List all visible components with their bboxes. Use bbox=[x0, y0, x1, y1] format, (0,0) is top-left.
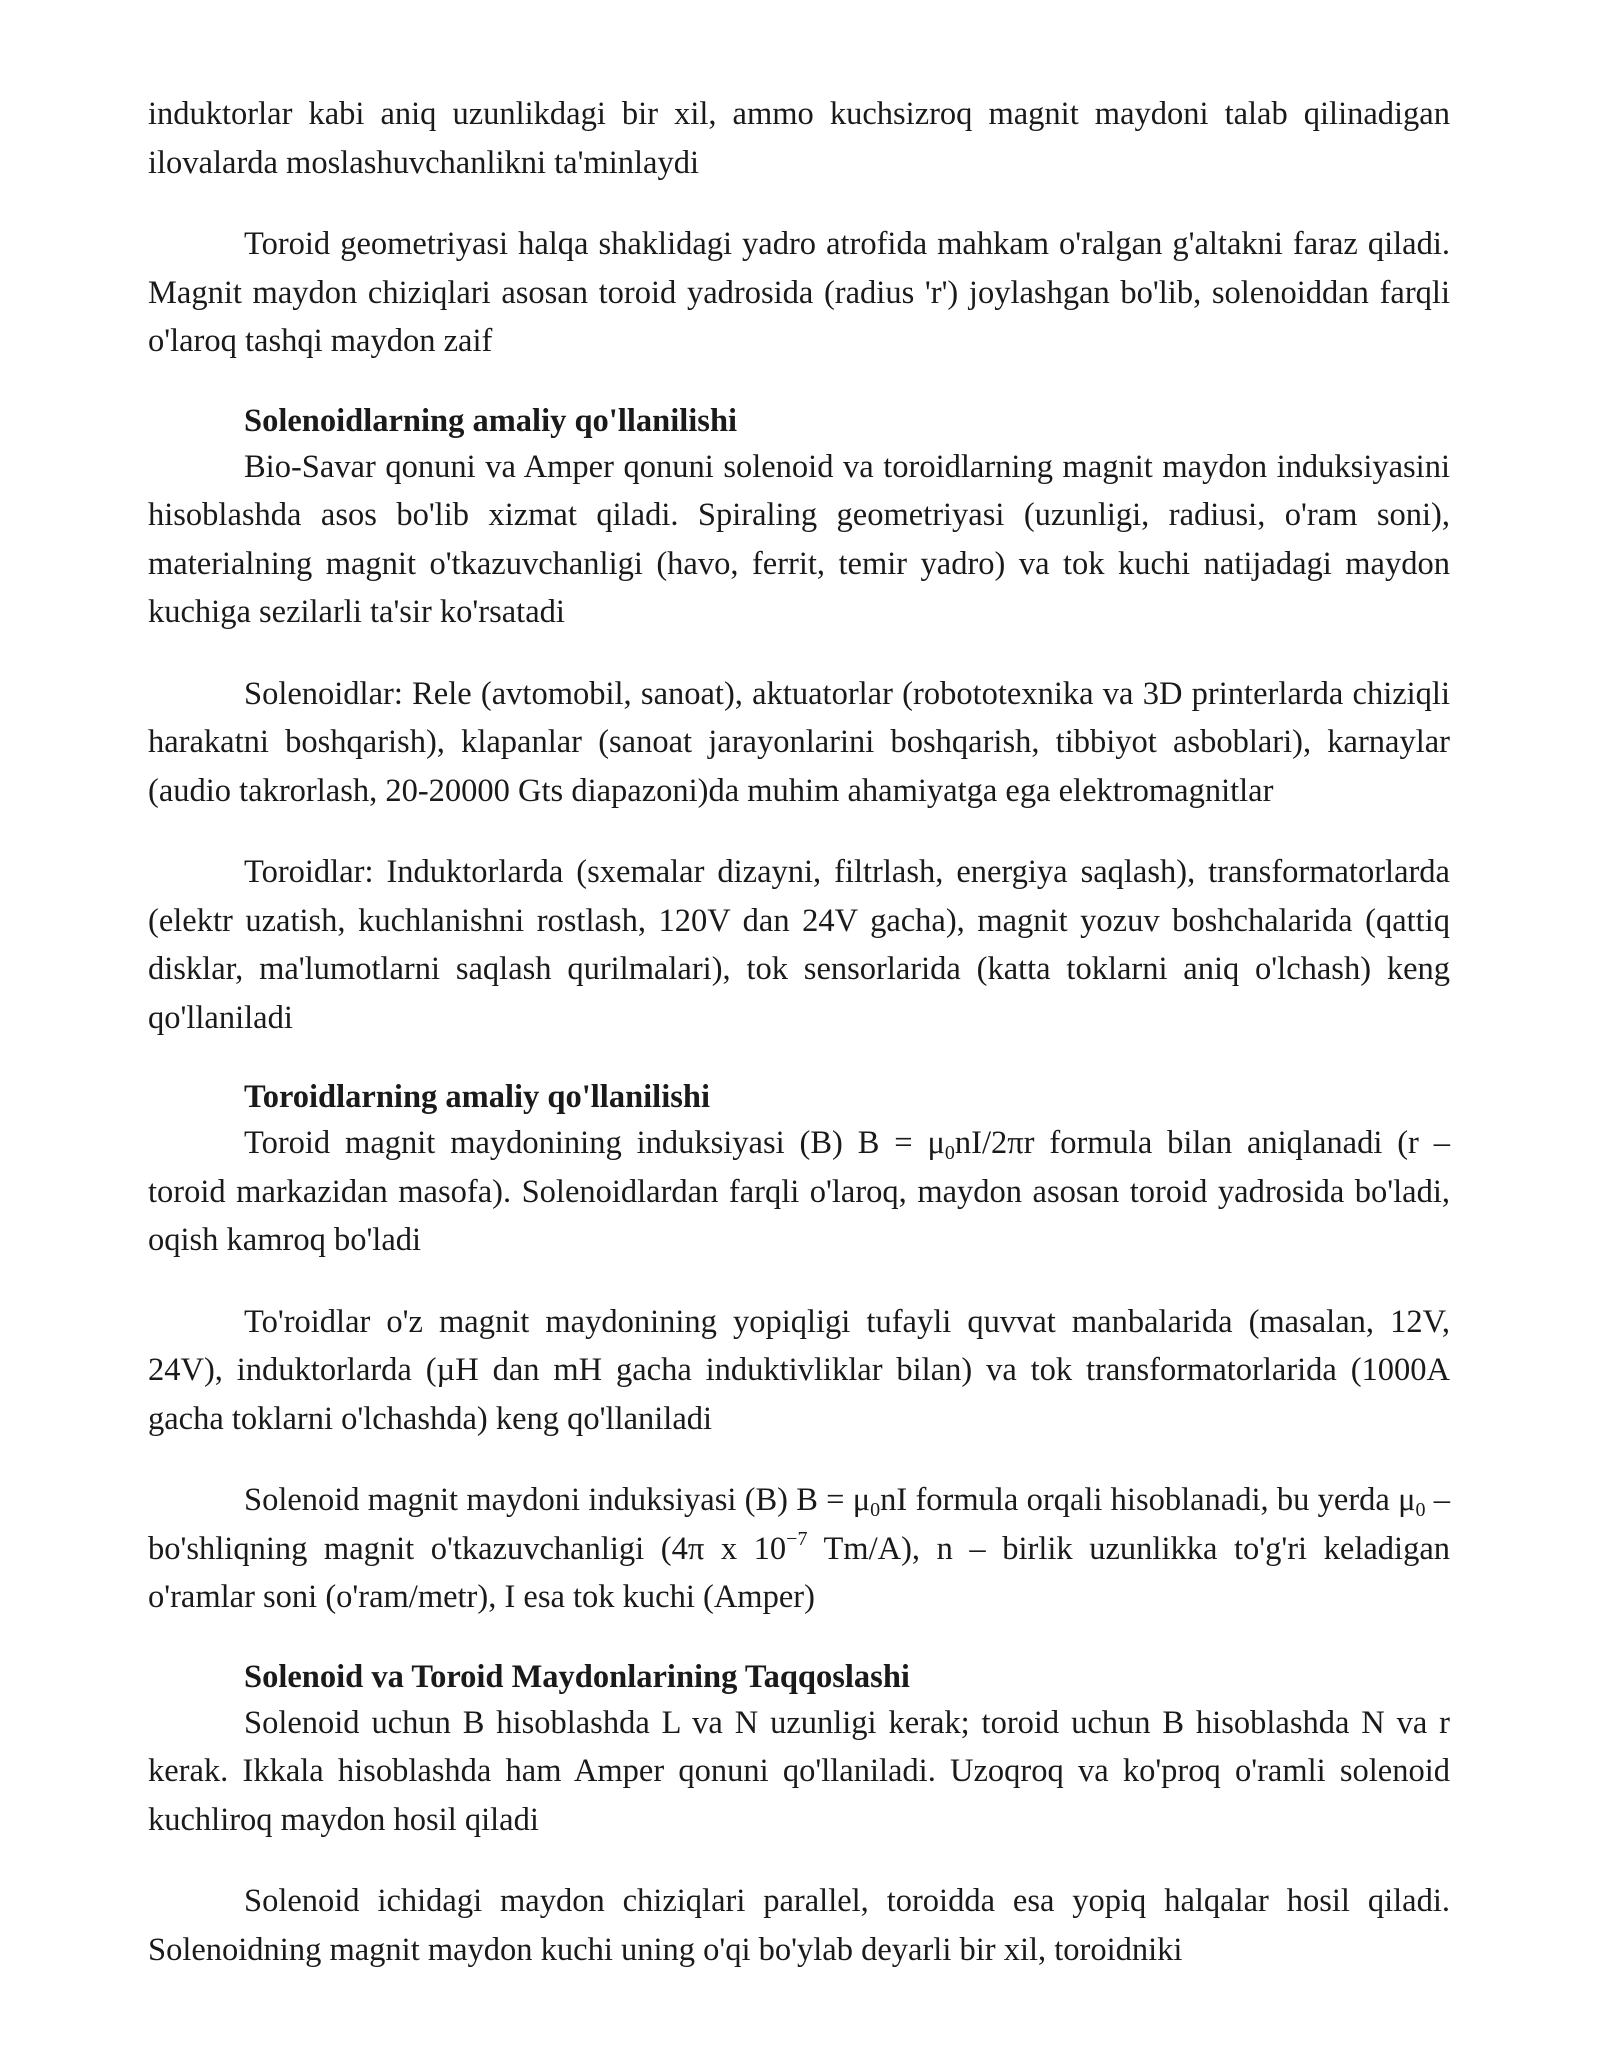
paragraph-1: induktorlar kabi aniq uzunlikdagi bir xil, ammo kuchsizroq magnit maydoni talab qilinadigan ilovalarda moslashuvchanlikni ta'minlaydi bbox=[148, 96, 1450, 181]
formula-text: Toroid magnit maydonining induksiyasi (B) B = μ bbox=[244, 1125, 945, 1161]
paragraph-10: Solenoid ichidagi maydon chiziqlari parallel, toroidda esa yopiq halqalar hosil qiladi. Solenoidning magnit maydon kuchi uning o'qi bo'ylab deyarli bir xil, toroidniki bbox=[148, 1883, 1450, 1968]
paragraph-9: Solenoid uchun B hisoblashda L va N uzunligi kerak; toroid uchun B hisoblashda N va r kerak. Ikkala hisoblashda ham Amper qonuni qo'llaniladi. Uzoqroq va ko'proq o'ramli solenoid kuchliroq maydon hosil qiladi bbox=[148, 1704, 1450, 1838]
paragraph-4: Solenoidlar: Rele (avtomobil, sanoat), aktuatorlar (robototexnika va 3D printerlarda chiziqli harakatni boshqarish), klapanlar (sanoat jarayonlarini boshqarish, tibbiyot asboblari), karnaylar (audio takrorlash, 20-20000 Gts diapazoni)da muhim ahamiyatga ega elektromagnitlar bbox=[148, 675, 1450, 809]
subscript: 0 bbox=[870, 1499, 881, 1521]
formula-text: Tm/A), n – birlik uzunlikka to'g'ri keladigan o'ramlar soni (o'ram/metr), I esa tok kuchi (Amper) bbox=[148, 1530, 1450, 1615]
formula-text: nI/2πr formula bilan aniqlanadi (r – toroid markazidan masofa). Solenoidlardan farqli o'laroq, maydon asosan toroid yadrosida bo'ladi, oqish kamroq bo'ladi bbox=[148, 1125, 1450, 1258]
subscript: 0 bbox=[1415, 1499, 1426, 1521]
section-heading-comparison: Solenoid va Toroid Maydonlarining Taqqoslashi bbox=[244, 1658, 910, 1695]
formula-text: – bo'shliqning magnit o'tkazuvchanligi (4π x 10 bbox=[148, 1482, 1451, 1567]
formula-text: nI formula orqali hisoblanadi, bu yerda μ bbox=[880, 1482, 1416, 1518]
paragraph-3: Bio-Savar qonuni va Amper qonuni solenoid va toroidlarning magnit maydon induksiyasini hisoblashda asos bo'lib xizmat qiladi. Spiraling geometriyasi (uzunligi, radiusi, o'ram soni), materialning magnit o'tkazuvchanligi (havo, ferrit, temir yadro) va tok kuchi natijadagi maydon kuchiga sezilarli ta'sir ko'rsatadi bbox=[148, 448, 1450, 630]
document-page bbox=[148, 90, 1450, 2007]
section-heading-solenoid-applications: Solenoidlarning amaliy qo'llanilishi bbox=[244, 402, 738, 439]
formula-text: Solenoid magnit maydoni induksiyasi (B) B = μ bbox=[244, 1482, 871, 1518]
paragraph-8 bbox=[148, 1476, 1450, 1622]
section-heading-toroid-applications: Toroidlarning amaliy qo'llanilishi bbox=[244, 1079, 710, 1115]
subscript: 0 bbox=[944, 1142, 955, 1164]
paragraph-2: Toroid geometriyasi halqa shaklidagi yadro atrofida mahkam o'ralgan g'altakni faraz qiladi. Magnit maydon chiziqlari asosan toroid yadrosida (radius 'r') joylashgan bo'lib, solenoiddan farqli o'laroq tashqi maydon zaif bbox=[148, 226, 1450, 359]
paragraph-6 bbox=[148, 1119, 1450, 1265]
paragraph-7: To'roidlar o'z magnit maydonining yopiqligi tufayli quvvat manbalarida (masalan, 12V, 24V), induktorlarda (µH dan mH gacha induktivliklar bilan) va tok transformatorlarida (1000A gacha toklarni o'lchashda) keng qo'llaniladi bbox=[148, 1303, 1450, 1437]
superscript: −7 bbox=[786, 1527, 808, 1550]
paragraph-5: Toroidlar: Induktorlarda (sxemalar dizayni, filtrlash, energiya saqlash), transformatorlarda (elektr uzatish, kuchlanishni rostlash, 120V dan 24V gacha), magnit yozuv boshchalarida (qattiq disklar, ma'lumotlarni saqlash qurilmalari), tok sensorlarida (katta toklarni aniq o'lchash) keng qo'llaniladi bbox=[148, 854, 1450, 1036]
